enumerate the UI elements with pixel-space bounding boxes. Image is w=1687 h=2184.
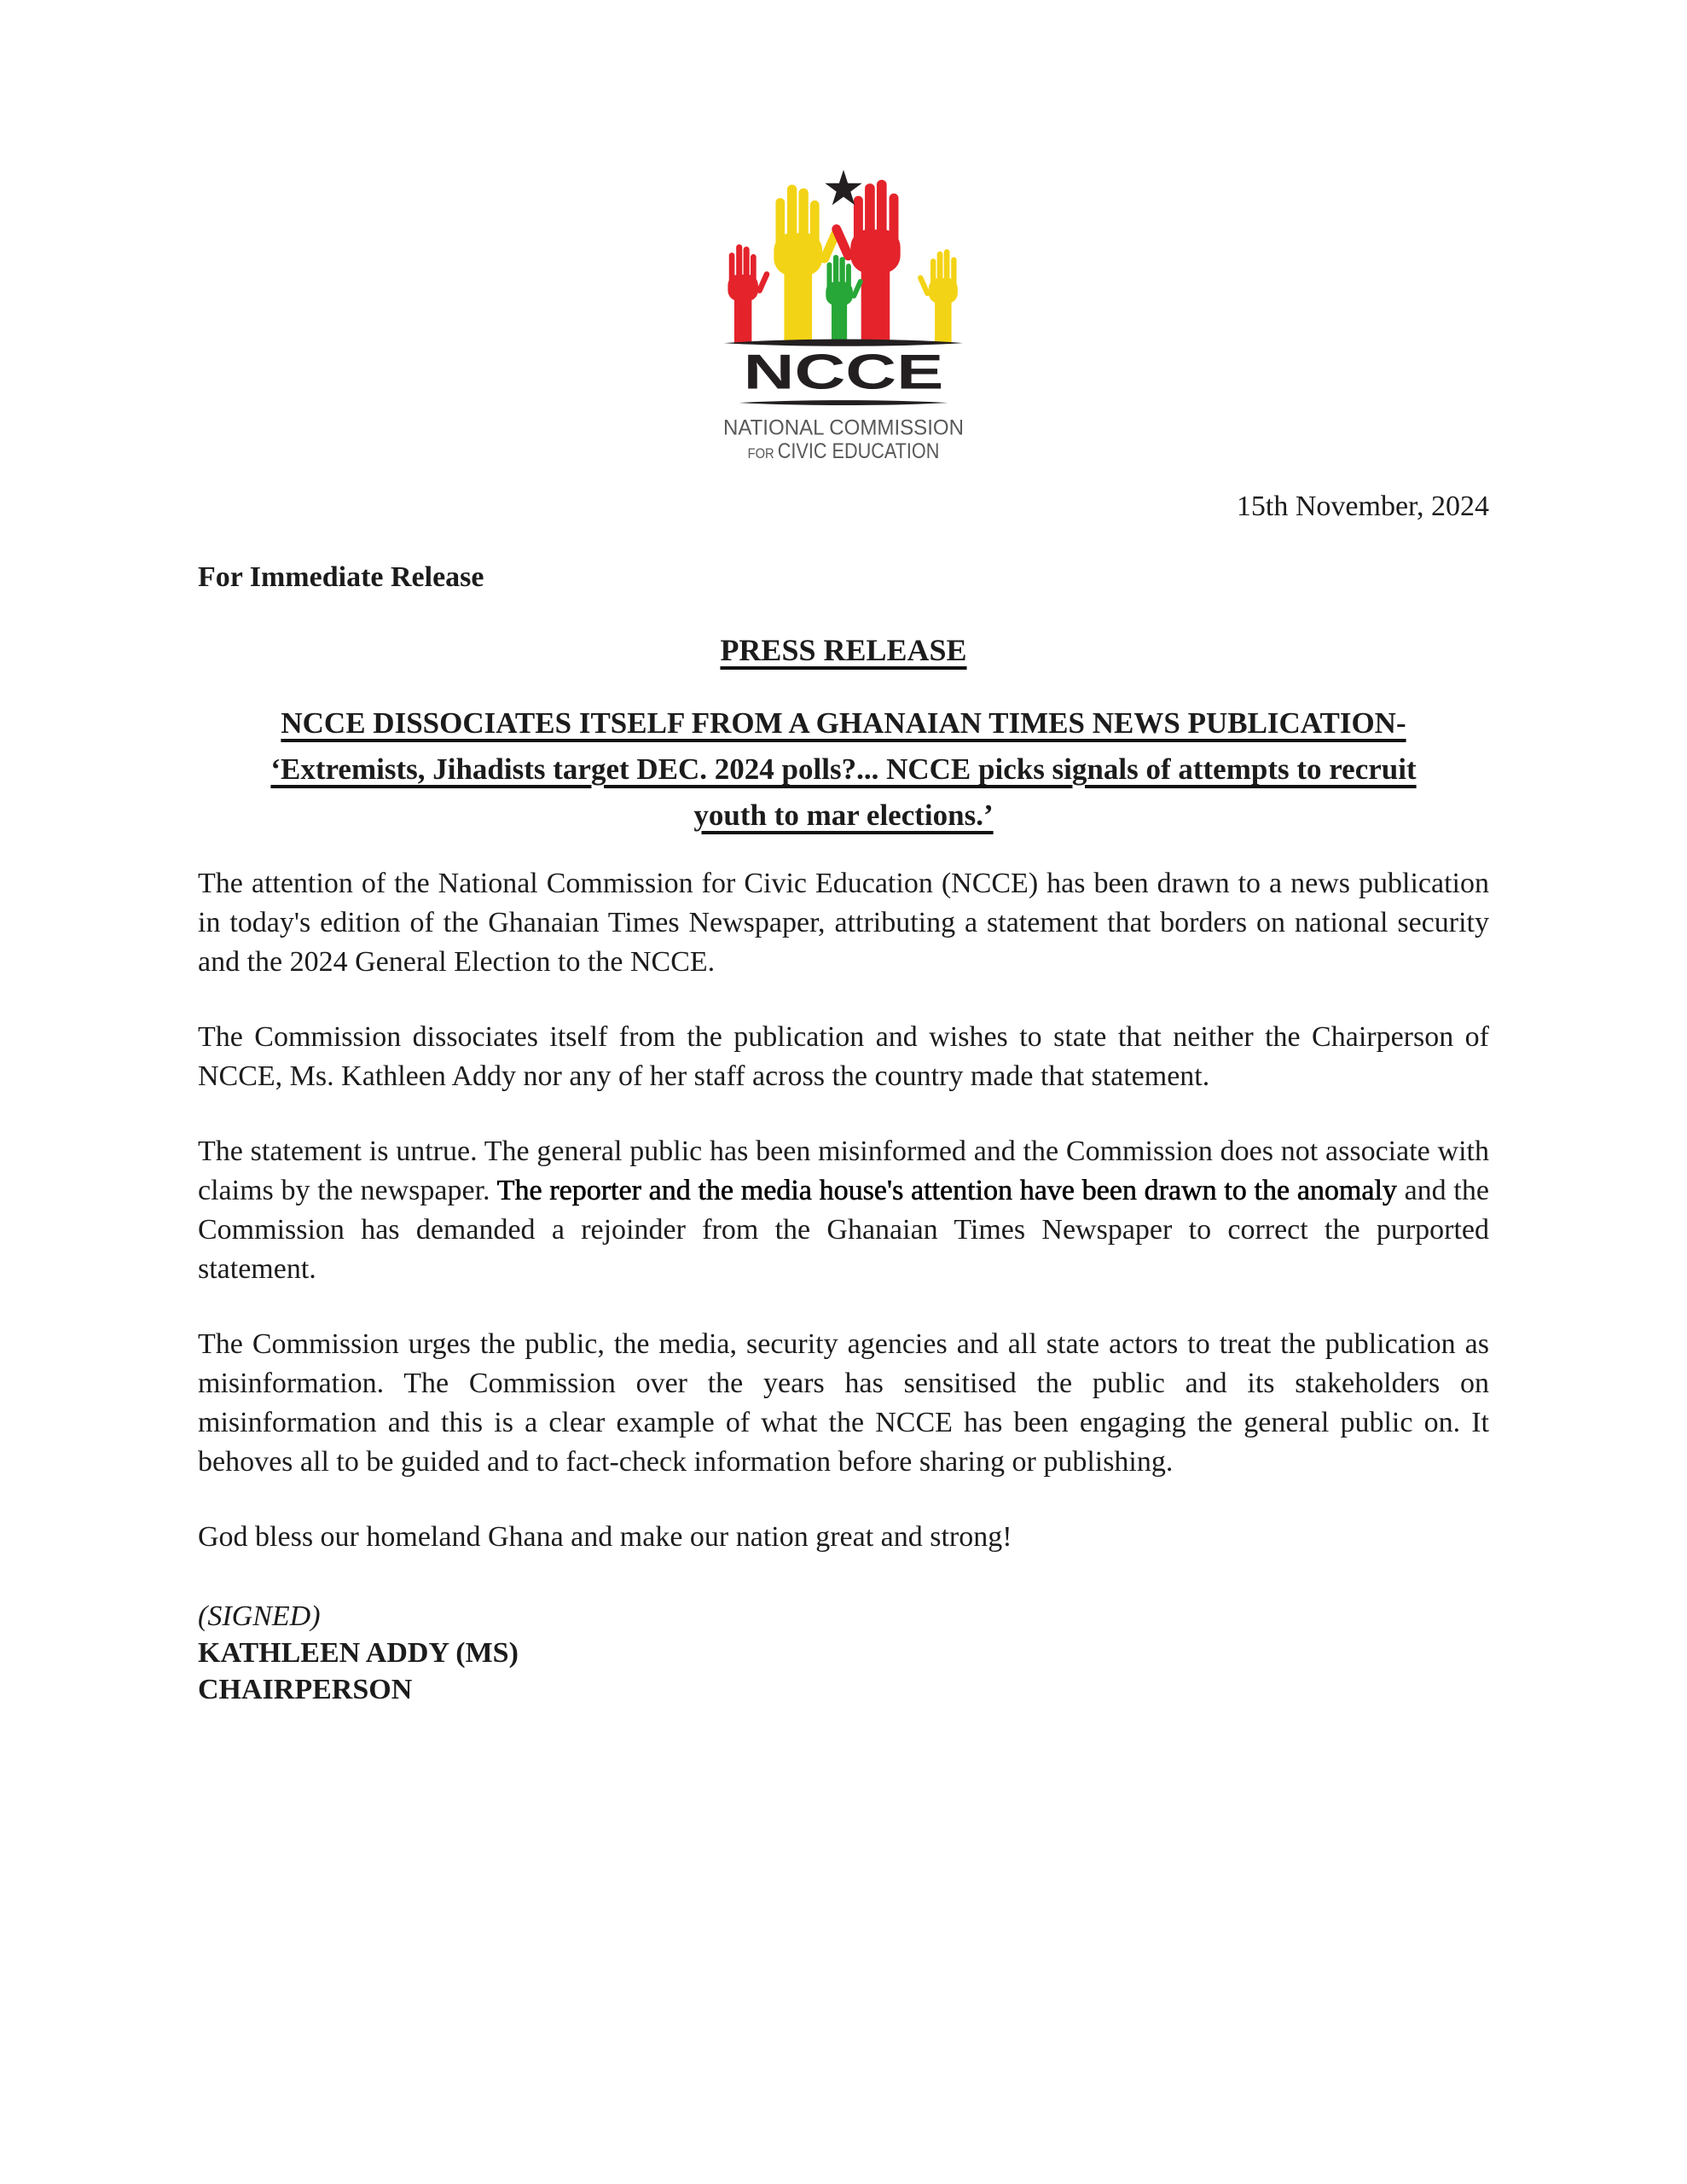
body-paragraph-3 — [198, 1132, 1489, 1289]
ncce-logo-graphic — [717, 166, 970, 469]
logo-org-name-line2 — [747, 440, 962, 464]
headline-line-1: NCCE DISSOCIATES ITSELF FROM A GHANAIAN TIMES NEWS PUBLICATION- — [281, 706, 1406, 740]
paragraph-3-emphasized-text: The reporter and the media house's attention have been drawn to the anomaly — [496, 1175, 1397, 1206]
signatory-name: KATHLEEN ADDY (MS) — [198, 1637, 519, 1669]
press-release-title-text: PRESS RELEASE — [720, 633, 967, 667]
logo-org-name-line1: NATIONAL COMMISSION — [722, 416, 965, 440]
closing-line: God bless our homeland Ghana and make our nation great and strong! — [198, 1521, 1012, 1553]
signatory-title: CHAIRPERSON — [198, 1674, 413, 1705]
small-yellow-hand-icon — [917, 249, 958, 344]
headline-line-3: youth to mar elections.’ — [693, 799, 994, 832]
document-body — [0, 488, 1687, 1708]
signed-label: (SIGNED) — [198, 1600, 321, 1632]
body-paragraph-4: The Commission urges the public, the media, security agencies and all state actors to treat the publication as misinformation. The Commission over the years has sensitised the public and its stakeholders on misinformation and this is a clear example of what the NCCE has been engaging the general public on. It behoves all to be guided and to fact-check information before sharing or publishing. — [198, 1328, 1489, 1478]
logo-acronym: NCCE — [743, 345, 944, 400]
press-release-title — [198, 631, 1489, 670]
headline-line-2: ‘Extremists, Jihadists target DEC. 2024 polls?... NCCE picks signals of attempts to recruit — [270, 752, 1417, 786]
logo-underline — [739, 400, 948, 405]
logo-org-name-for: FOR — [747, 445, 782, 462]
ncce-logo — [0, 0, 1687, 469]
logo-org-name-civic-education: CIVIC EDUCATION — [777, 440, 962, 464]
paragraph-3-tail: and the Commission has demanded a rejoinder from the Ghanaian Times Newspaper to correct the purported statement. — [198, 1175, 1489, 1285]
date-text: 15th November, 2024 — [1236, 491, 1489, 522]
immediate-release-label: For Immediate Release — [198, 561, 484, 593]
headline — [198, 700, 1489, 839]
paragraph-3-lead: The statement is untrue. The general public has been misinformed and the Commission does not associate with claims by the newspaper. — [198, 1136, 1489, 1206]
small-red-hand-icon — [728, 244, 770, 343]
body-paragraph-1: The attention of the National Commission for Civic Education (NCCE) has been drawn to a news publication in today's edition of the Ghanaian Times Newspaper, attributing a statement that borders on national security and the 2024 General Election to the NCCE. — [198, 868, 1489, 978]
body-paragraph-2: The Commission dissociates itself from the publication and wishes to state that neither the Chairperson of NCCE, Ms. Kathleen Addy nor any of her staff across the country made that statement. — [198, 1021, 1489, 1092]
